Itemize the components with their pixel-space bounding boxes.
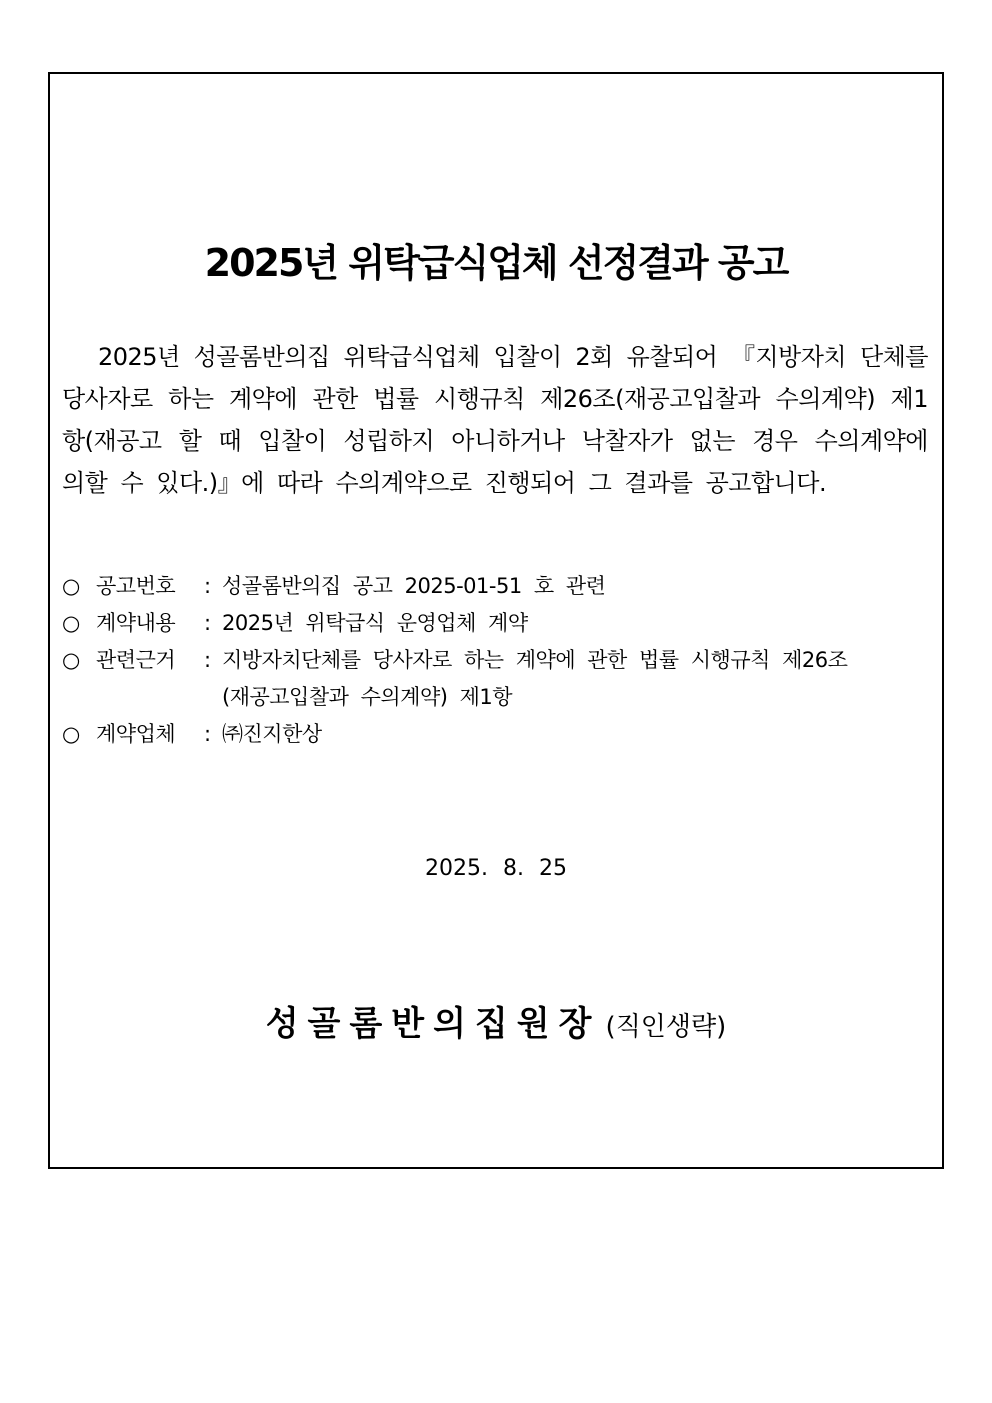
item-label: 계약업체: [96, 722, 176, 746]
notice-body: [62, 336, 928, 504]
item-value-block: [222, 642, 928, 716]
circle-bullet-icon: ○: [62, 648, 80, 672]
item-value: 성골롬반의집 공고 2025-01-51 호 관련: [222, 574, 606, 598]
item-label: 계약내용: [96, 611, 176, 635]
item-separator: :: [204, 574, 211, 598]
signature-block: [50, 999, 942, 1055]
notice-items: [62, 568, 928, 753]
item-value: 지방자치단체를 당사자로 하는 계약에 관한 법률 시행규칙 제26조: [222, 648, 848, 672]
item-separator: :: [204, 722, 211, 746]
item-announcement-number: [62, 568, 928, 605]
item-value: 2025년 위탁급식 운영업체 계약: [222, 611, 528, 635]
item-contract-content: [62, 605, 928, 642]
item-contractor: [62, 716, 928, 753]
signature-note: (직인생략): [605, 1012, 727, 1042]
notice-body-text: 2025년 성골롬반의집 위탁급식업체 입찰이 2회 유찰되어 『지방자치 단체를 당사자로 하는 계약에 관한 법률 시행규칙 제26조(재공고입찰과 수의계약) 제1항(재공고 할 때 입찰이 성립하지 아니하거나 낙찰자가 없는 경우 수의계약에 의할 수 있다.)』에 따라 수의계약으로 진행되어 그 결과를 공고합니다.: [62, 343, 928, 497]
item-label: 공고번호: [96, 574, 176, 598]
notice-title: 2025년 위탁급식업체 선정결과 공고: [204, 241, 788, 285]
item-separator: :: [204, 648, 211, 672]
item-label: 관련근거: [96, 648, 176, 672]
item-separator: :: [204, 611, 211, 635]
signature-name: 성골롬반의집원장: [265, 1004, 601, 1044]
circle-bullet-icon: ○: [62, 722, 80, 746]
item-value: ㈜진지한상: [222, 722, 322, 746]
notice-date: 2025. 8. 25: [425, 856, 567, 881]
circle-bullet-icon: ○: [62, 611, 80, 635]
item-value-continuation: (재공고입찰과 수의계약) 제1항: [222, 685, 513, 709]
circle-bullet-icon: ○: [62, 574, 80, 598]
notice-frame: [48, 72, 944, 1169]
item-legal-basis: [62, 642, 928, 716]
